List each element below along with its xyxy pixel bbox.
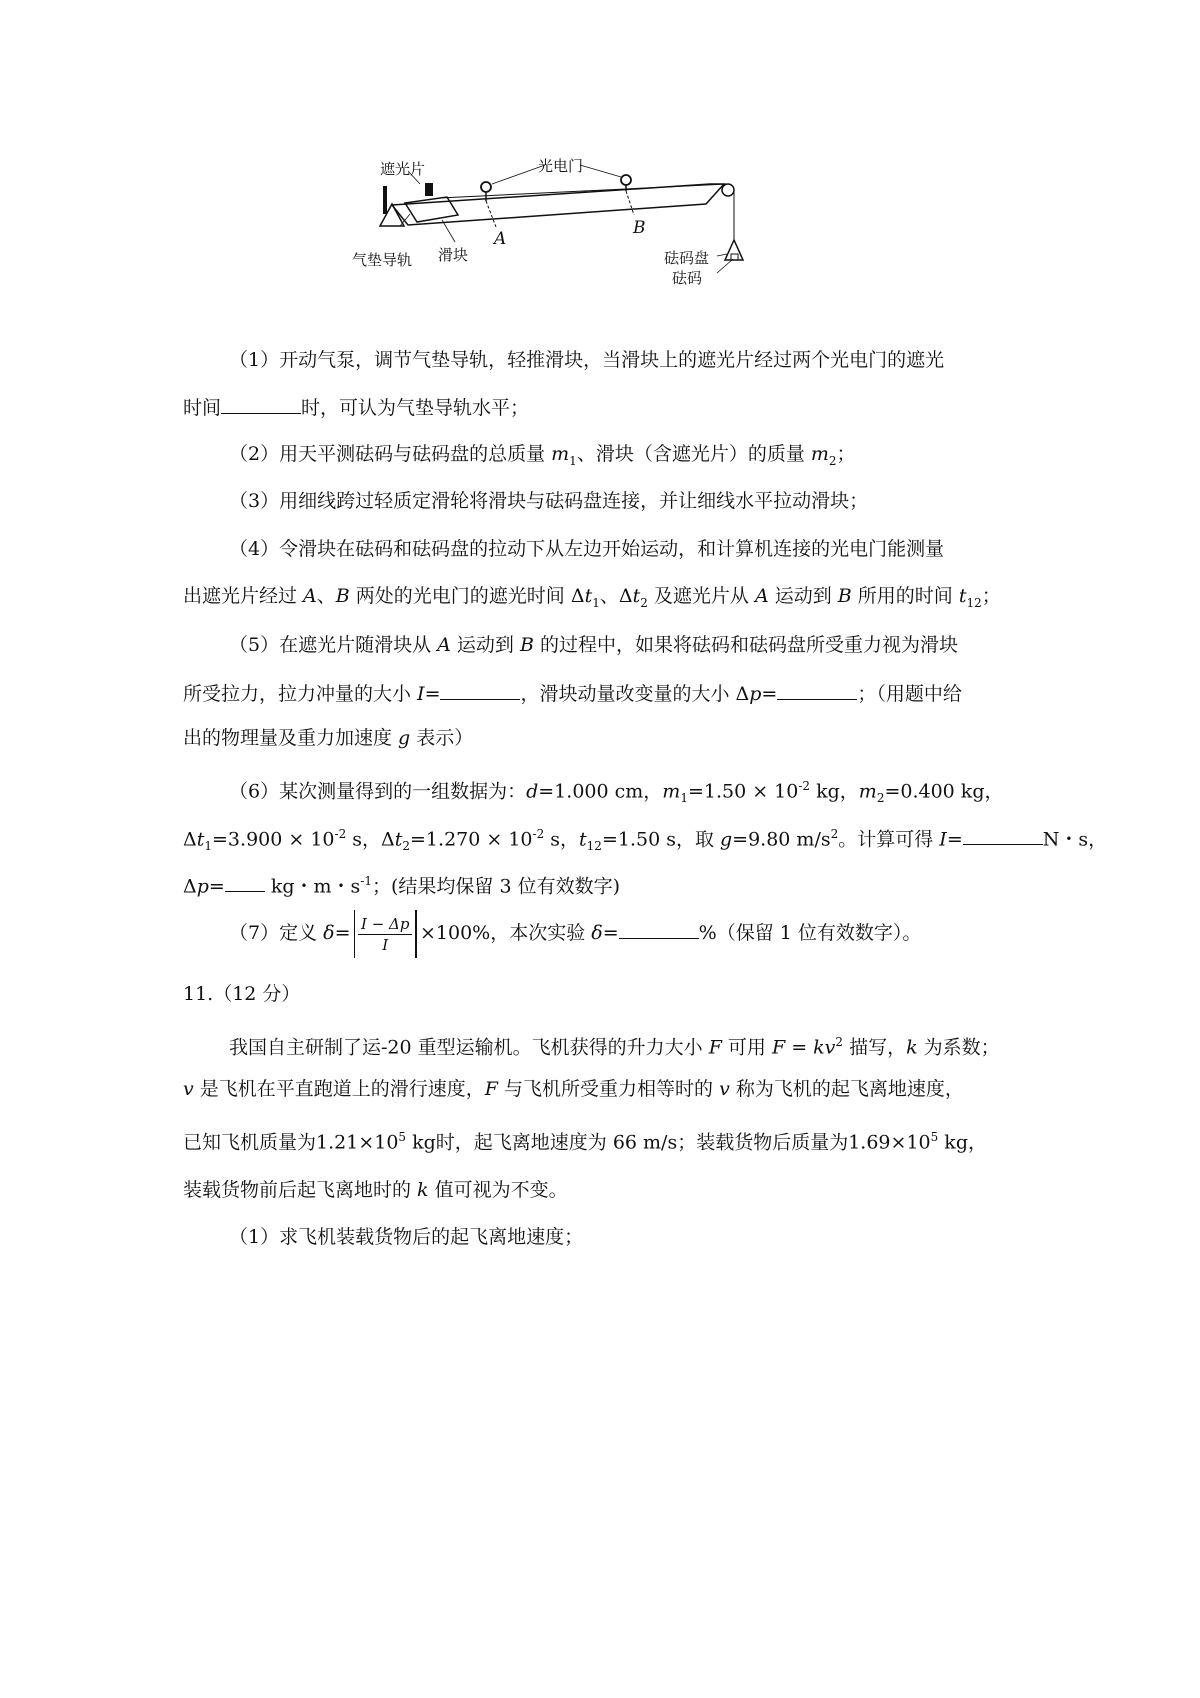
weight-pan: [725, 240, 743, 260]
photogate-a: [481, 182, 491, 192]
q11-line-1: 我国自主研制了运-20 重型运输机。飞机获得的升力大小 F 可用 $F = kv^2$ 描写，k 为系数；: [229, 1035, 1000, 1059]
weight-block: [731, 254, 738, 260]
air-track: [392, 184, 724, 225]
step-6-line-2: $\Delta t_1=3.900 \times 10^{-2}$ s，$\Delta t_2=1.270 \times 10^{-2}$ s，$t_{12}=1.50$ s，取 g=9.80 $m/s^2$。计算可得 I= N・s，: [183, 821, 1043, 859]
step-6-line-1: （6）某次测量得到的一组数据为：d=1.000 cm，$m_1=1.50 \times 10^{-2}$ kg，$m_2=0.400$ kg，: [229, 779, 1004, 806]
q11-header: 11.（12 分）: [183, 983, 301, 1005]
step-3: （3）用细线跨过轻质定滑轮将滑块与砝码盘连接，并让细线水平拉动滑块；: [229, 490, 869, 512]
shutter-plate: [425, 183, 433, 196]
answer-blank[interactable]: [777, 679, 857, 700]
label-weight: 砝码: [672, 269, 703, 287]
air-track-diagram: [352, 157, 840, 320]
pulley: [722, 184, 734, 196]
label-weight-pan: 砝码盘: [664, 249, 710, 267]
step-5-line-2: 所受拉力，拉力冲量的大小 I= ，滑块动量改变量的大小 Δp= ；（用题中给: [183, 679, 1043, 707]
step-1-line-2: 时间 时，可认为气垫导轨水平；: [183, 393, 1043, 421]
step-1-line-1: （1）开动气泵，调节气垫导轨，轻推滑块，当滑块上的遮光片经过两个光电门的遮光: [229, 349, 945, 371]
delta-fraction: $\frac{I - \Delta p}{I}$: [358, 914, 412, 955]
step-4-line-1: （4）令滑块在砝码和砝码盘的拉动下从左边开始运动，和计算机连接的光电门能测量: [229, 538, 945, 560]
answer-blank[interactable]: [963, 824, 1043, 845]
photogate-b: [621, 175, 631, 185]
label-point-b: B: [633, 218, 646, 238]
step-5-line-3: 出的物理量及重力加速度 g 表示）: [183, 727, 474, 749]
step-4-line-2: 出遮光片经过 A、B 两处的光电门的遮光时间 $\Delta t_1$、$\Delta t_2$ 及遮光片从 A 运动到 B 所用的时间 $t_{12}$；: [183, 585, 1001, 610]
answer-blank[interactable]: [440, 679, 520, 700]
label-point-a: A: [494, 229, 507, 249]
q11-line-3: 已知飞机质量为$1.21\times 10^5$ kg时，起飞离地速度为 66 m/s；装载货物后质量为$1.69\times 10^5$ kg，: [183, 1130, 987, 1154]
step-7: （7）定义 δ= $\frac{I - \Delta p}{I}$ ×100%，本次实验 δ= %（保留 1 位有效数字）。: [229, 910, 1089, 958]
q11-part-1: （1）求飞机装载货物后的起飞离地速度；: [229, 1226, 584, 1248]
q11-line-4: 装载货物前后起飞离地时的 k 值可视为不变。: [183, 1179, 568, 1201]
q11-line-2: v 是飞机在平直跑道上的滑行速度，F 与飞机所受重力相等时的 v 称为飞机的起飞离地速度，: [183, 1078, 964, 1100]
step-2: （2）用天平测砝码与砝码盘的总质量 $m_1$、滑块（含遮光片）的质量 $m_2$；: [229, 443, 856, 468]
label-photogate: 光电门: [538, 157, 584, 175]
answer-blank[interactable]: [225, 871, 265, 892]
slider-block: [405, 197, 458, 222]
answer-blank[interactable]: [619, 918, 699, 939]
label-shutter: 遮光片: [380, 160, 426, 178]
step-5-line-1: （5）在遮光片随滑块从 A 运动到 B 的过程中，如果将砝码和砝码盘所受重力视为滑块: [229, 634, 958, 656]
label-air-track: 气垫导轨: [352, 251, 413, 269]
label-slider: 滑块: [438, 246, 469, 264]
step-6-line-3: Δp= kg・m・$s^{-1}$；(结果均保留 3 位有效数字): [183, 868, 1043, 899]
answer-blank[interactable]: [221, 393, 301, 414]
